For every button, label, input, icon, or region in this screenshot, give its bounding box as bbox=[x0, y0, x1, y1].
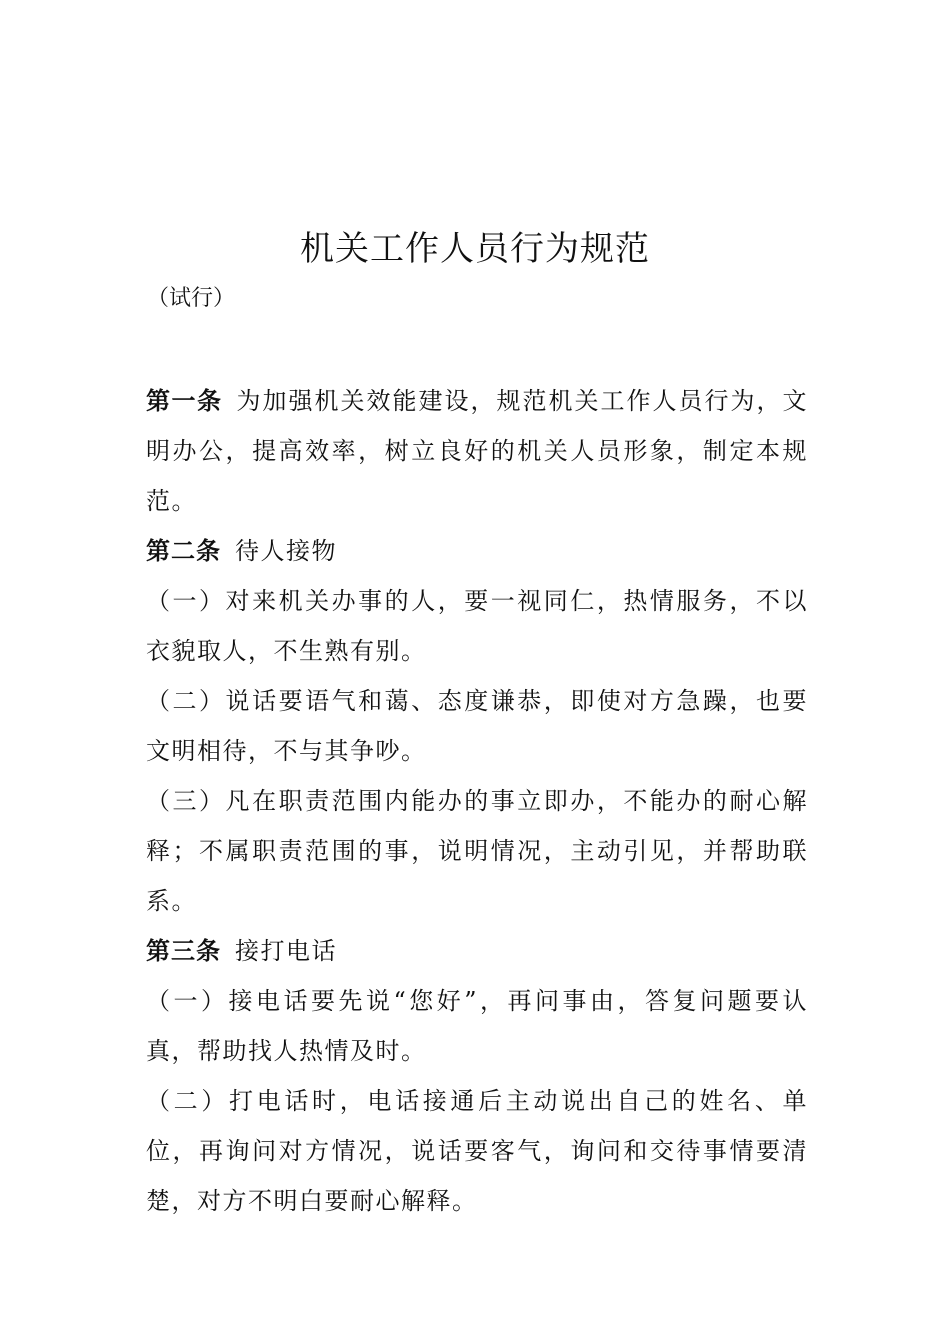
article-3-item-1: （一）接电话要先说“您好”，再问事由，答复问题要认真，帮助找人热情及时。 bbox=[146, 987, 808, 1065]
article-2-heading: 第二条 bbox=[146, 536, 221, 565]
article-2-item-2: （二）说话要语气和蔼、态度谦恭，即使对方急躁，也要文明相待，不与其争吵。 bbox=[146, 687, 808, 765]
article-2-item-3: （三）凡在职责范围内能办的事立即办，不能办的耐心解释；不属职责范围的事，说明情况，主动引见，并帮助联系。 bbox=[146, 787, 808, 915]
article-1-heading: 第一条 bbox=[146, 386, 223, 415]
document-subtitle: （试行） bbox=[147, 286, 236, 311]
article-3-text: 接打电话 bbox=[235, 937, 337, 965]
article-1-text: 为加强机关效能建设，规范机关工作人员行为，文明办公，提高效率，树立良好的机关人员形象，制定本规范。 bbox=[146, 387, 808, 515]
article-3-heading: 第三条 bbox=[146, 936, 221, 965]
article-3 bbox=[146, 926, 808, 976]
article-2-text: 待人接物 bbox=[235, 537, 337, 565]
document-title: 机关工作人员行为规范 bbox=[300, 229, 650, 269]
document-body bbox=[146, 376, 808, 1226]
article-2-item-1: （一）对来机关办事的人，要一视同仁，热情服务，不以衣貌取人，不生熟有别。 bbox=[146, 587, 808, 665]
article-2 bbox=[146, 526, 808, 576]
article-3-item-2: （二）打电话时，电话接通后主动说出自己的姓名、单位，再询问对方情况，说话要客气，询问和交待事情要清楚，对方不明白要耐心解释。 bbox=[146, 1087, 808, 1215]
article-1 bbox=[146, 376, 808, 526]
